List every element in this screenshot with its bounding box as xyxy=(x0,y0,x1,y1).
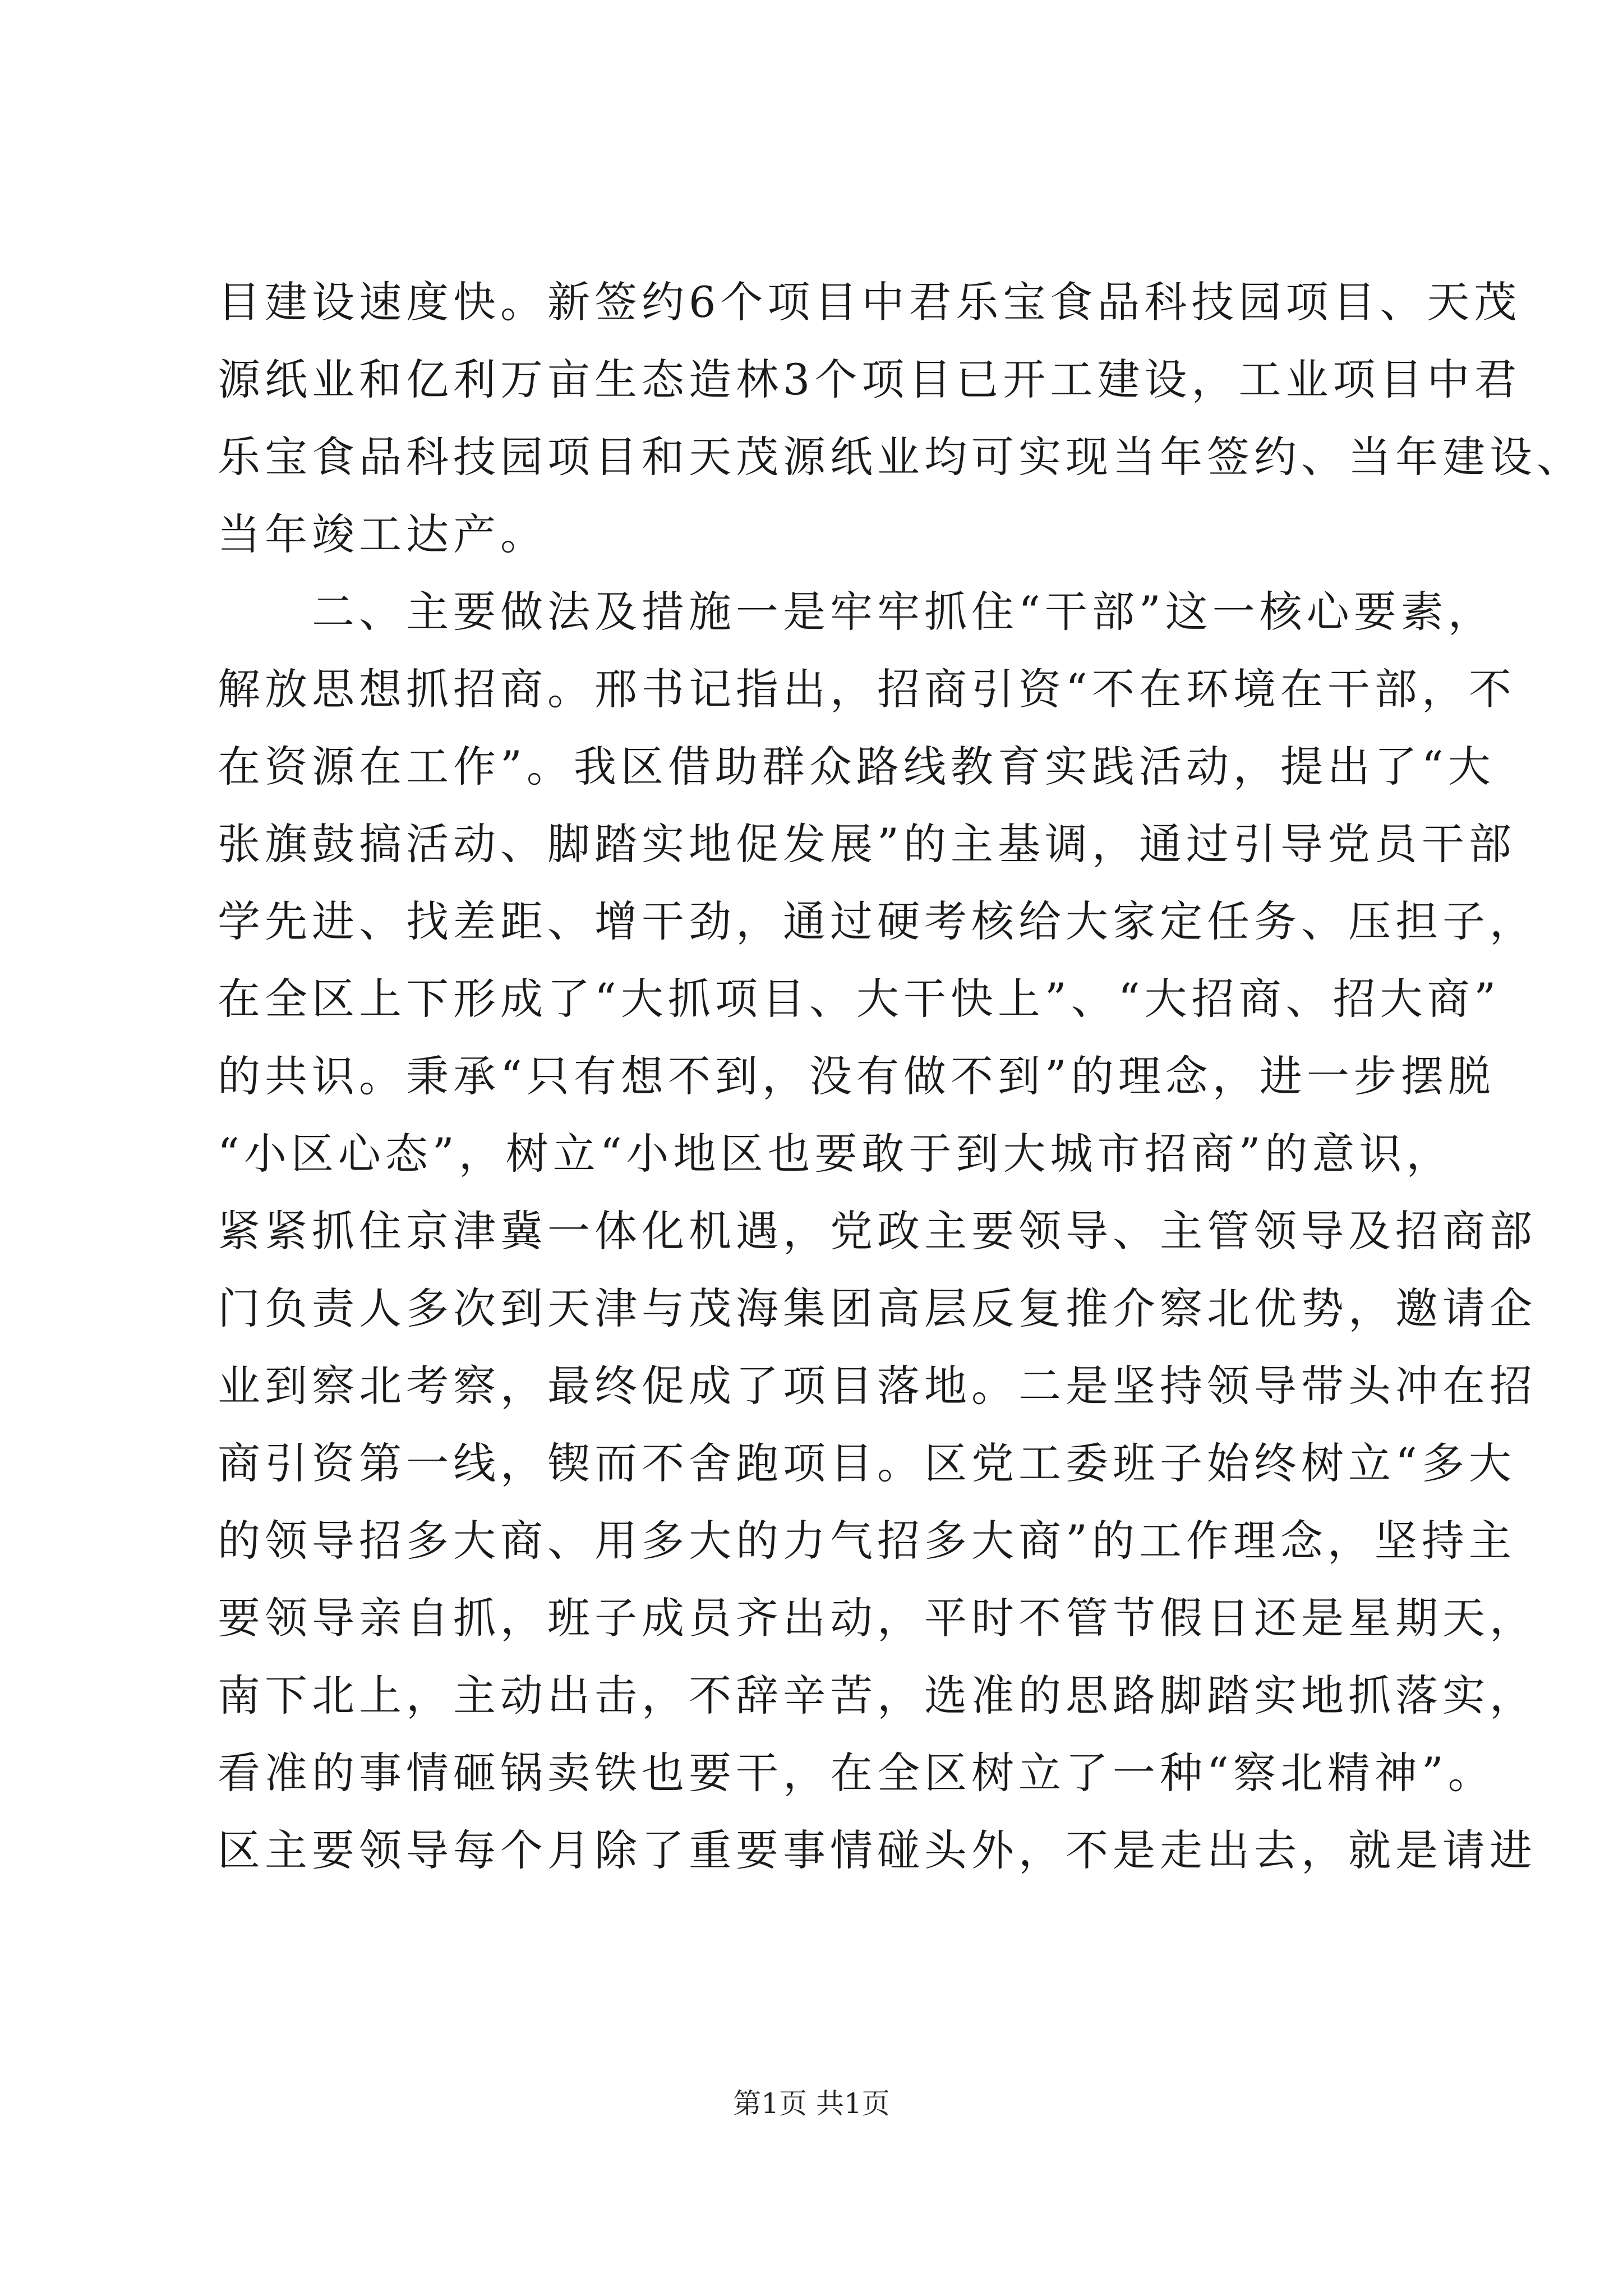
text-line: 当年竣工达产。 xyxy=(218,509,547,559)
text-line: “小区心态”，树立“小地区也要敢于到大城市招商”的意识， xyxy=(218,1129,1454,1179)
text-line: 业到察北考察，最终促成了项目落地。二是坚持领导带头冲在招 xyxy=(218,1361,1537,1411)
text-line: 张旗鼓搞活动、脚踏实地促发展”的主基调，通过引导党员干部 xyxy=(218,819,1516,869)
text-line: 区主要领导每个月除了重要事情碰头外，不是走出去，就是请进 xyxy=(218,1825,1537,1875)
text-line: 南下北上，主动出击，不辞辛苦，选准的思路脚踏实地抓落实， xyxy=(218,1671,1537,1720)
text-line: 在全区上下形成了“大抓项目、大干快上”、“大招商、招大商” xyxy=(218,974,1501,1024)
text-line: 紧紧抓住京津冀一体化机遇，党政主要领导、主管领导及招商部 xyxy=(218,1206,1537,1256)
text-line: 门负责人多次到天津与茂海集团高层反复推介察北优势，邀请企 xyxy=(218,1283,1537,1333)
page-number-footer: 第1页 共1页 xyxy=(733,2087,890,2120)
text-line: 的领导招多大商、用多大的力气招多大商”的工作理念，坚持主 xyxy=(218,1516,1516,1566)
text-line: 要领导亲自抓，班子成员齐出动，平时不管节假日还是星期天， xyxy=(218,1593,1537,1643)
text-line: 在资源在工作”。我区借助群众路线教育实践活动，提出了“大 xyxy=(218,742,1495,792)
document-body xyxy=(218,264,1584,1889)
text-line: 乐宝食品科技园项目和天茂源纸业均可实现当年签约、当年建设、 xyxy=(218,432,1584,482)
text-line: 学先进、找差距、增干劲，通过硬考核给大家定任务、压担子， xyxy=(218,896,1537,946)
text-line: 目建设速度快。新签约6个项目中君乐宝食品科技园项目、天茂 xyxy=(218,277,1521,327)
text-line: 的共识。秉承“只有想不到，没有做不到”的理念，进一步摆脱 xyxy=(218,1051,1495,1101)
paragraph-start-line: 二、主要做法及措施一是牢牢抓住“干部”这一核心要素， xyxy=(218,587,1495,637)
text-line: 商引资第一线，锲而不舍跑项目。区党工委班子始终树立“多大 xyxy=(218,1438,1516,1488)
text-line: 看准的事情砸锅卖铁也要干，在全区树立了一种“察北精神”。 xyxy=(218,1748,1495,1798)
text-line: 解放思想抓招商。邢书记指出，招商引资“不在环境在干部，不 xyxy=(218,664,1516,714)
text-line: 源纸业和亿利万亩生态造林3个项目已开工建设，工业项目中君 xyxy=(218,355,1521,404)
